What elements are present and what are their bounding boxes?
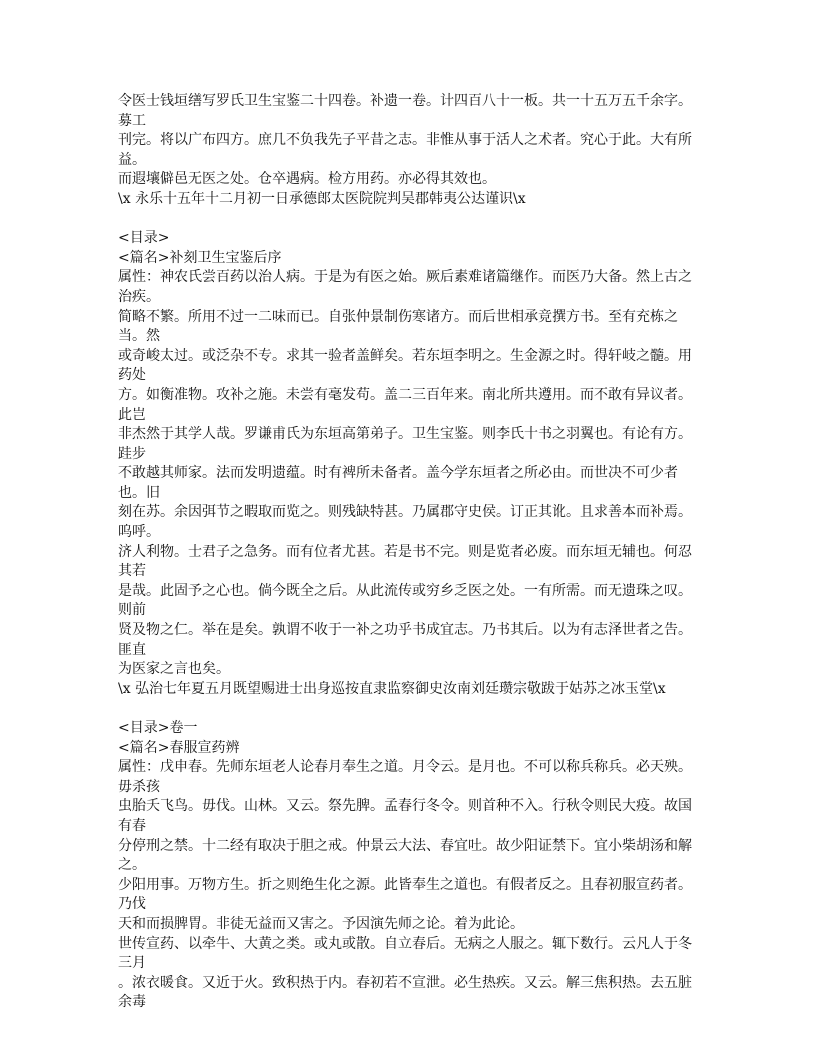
- document-page: [118, 92, 700, 1013]
- text-line: 刊完。将以广布四方。庶几不负我先子平昔之志。非惟从事于活人之术者。究心于此。大有所益。: [118, 132, 692, 168]
- text-line: 不敢越其师家。法而发明遗蕴。时有裨所未备者。盖今学东垣者之所必由。而世决不可少者也。旧: [118, 465, 678, 501]
- text-line: 是哉。此固予之心也。倘今既全之后。从此流传或穷乡乏医之处。一有所需。而无遗珠之叹。则前: [118, 582, 692, 619]
- section-postscript: [118, 229, 700, 699]
- text-line: 或奇峻太过。或泛杂不专。求其一验者盖鲜矣。若东垣李明之。生金源之时。得轩岐之髓。用药处: [118, 347, 692, 384]
- catalog-heading: <目录>: [118, 230, 170, 247]
- text-line: 刻在苏。余因弭节之暇取而览之。则残缺特甚。乃属郡守史侯。订正其讹。且求善本而补焉。呜呼。: [118, 504, 692, 541]
- section-volume-one: [118, 719, 700, 1013]
- text-line: 。浓衣暖食。又近于火。致积热于内。春初若不宣泄。必生热疾。又云。解三焦积热。去五脏余毒: [118, 974, 692, 1011]
- text-line: 济人利物。士君子之急务。而有位者尤甚。若是书不完。则是览者必废。而东垣无辅也。何忍其若: [118, 543, 692, 580]
- text-line: 贤及物之仁。举在是矣。孰谓不收于一补之功乎书成宜志。乃书其后。以为有志泽世者之告。匪直: [118, 622, 692, 658]
- text-line: 少阳用事。万物方生。折之则绝生化之源。此皆奉生之道也。有假者反之。且春初服宣药者。乃伐: [118, 876, 692, 913]
- text-line: 属性：戊申春。先师东垣老人论春月奉生之道。月令云。是月也。不可以称兵称兵。必天殃。毋杀孩: [118, 759, 692, 795]
- text-line: 世传宣药、以牵牛、大黄之类。或丸或散。自立春后。无病之人服之。辄下数行。云凡人于冬三月: [118, 935, 692, 972]
- chapter-title: <篇名>补刻卫生宝鉴后序: [118, 249, 282, 266]
- text-line: 分停刑之禁。十二经有取决于胆之戒。仲景云大法、春宜吐。故少阳证禁下。宜小柴胡汤和解之。: [118, 837, 692, 874]
- chapter-title: <篇名>春服宣药辨: [118, 739, 240, 756]
- section-preface-end: [118, 92, 700, 210]
- text-line: 方。如衡准物。攻补之施。未尝有毫发苟。盖二三百年来。南北所共遵用。而不敢有异议者。此岂: [118, 386, 692, 423]
- text-line: 虫胎夭飞鸟。毋伐。山林。又云。祭先脾。孟春行冬令。则首种不入。行秋令则民大疫。故国有春: [118, 798, 692, 834]
- signature-line: \x 弘治七年夏五月既望赐进士出身巡按直隶监察御史汝南刘廷瓒宗敬跋于姑苏之冰玉堂\x: [118, 680, 666, 697]
- text-line: 简略不繁。所用不过一二味而已。自张仲景制伤寒诸方。而后世相承竞撰方书。至有充栋之当。然: [118, 308, 678, 345]
- blank-line: [118, 210, 700, 230]
- text-line: 天和而损脾胃。非徒无益而又害之。予因演先师之论。着为此论。: [118, 915, 524, 932]
- signature-line: \x 永乐十五年十二月初一日承德郎太医院院判吴郡韩夷公达谨识\x: [118, 190, 526, 207]
- catalog-heading: <目录>卷一: [118, 720, 198, 736]
- text-line: 为医家之言也矣。: [118, 661, 230, 678]
- text-line: 属性：神农氏尝百药以治人病。于是为有医之始。厥后素难诸篇继作。而医乃大备。然上古之治疾。: [118, 269, 692, 305]
- blank-line: [118, 699, 700, 719]
- text-line: 而遐壤僻邑无医之处。仓卒遇病。检方用药。亦必得其效也。: [118, 171, 496, 188]
- text-line: 非杰然于其学人哉。罗谦甫氏为东垣高第弟子。卫生宝鉴。则李氏十书之羽翼也。有论有方。跬步: [118, 426, 692, 462]
- text-line: 令医士钱垣缮写罗氏卫生宝鉴二十四卷。补遗一卷。计四百八十一板。共一十五万五千余字。募工: [118, 93, 692, 129]
